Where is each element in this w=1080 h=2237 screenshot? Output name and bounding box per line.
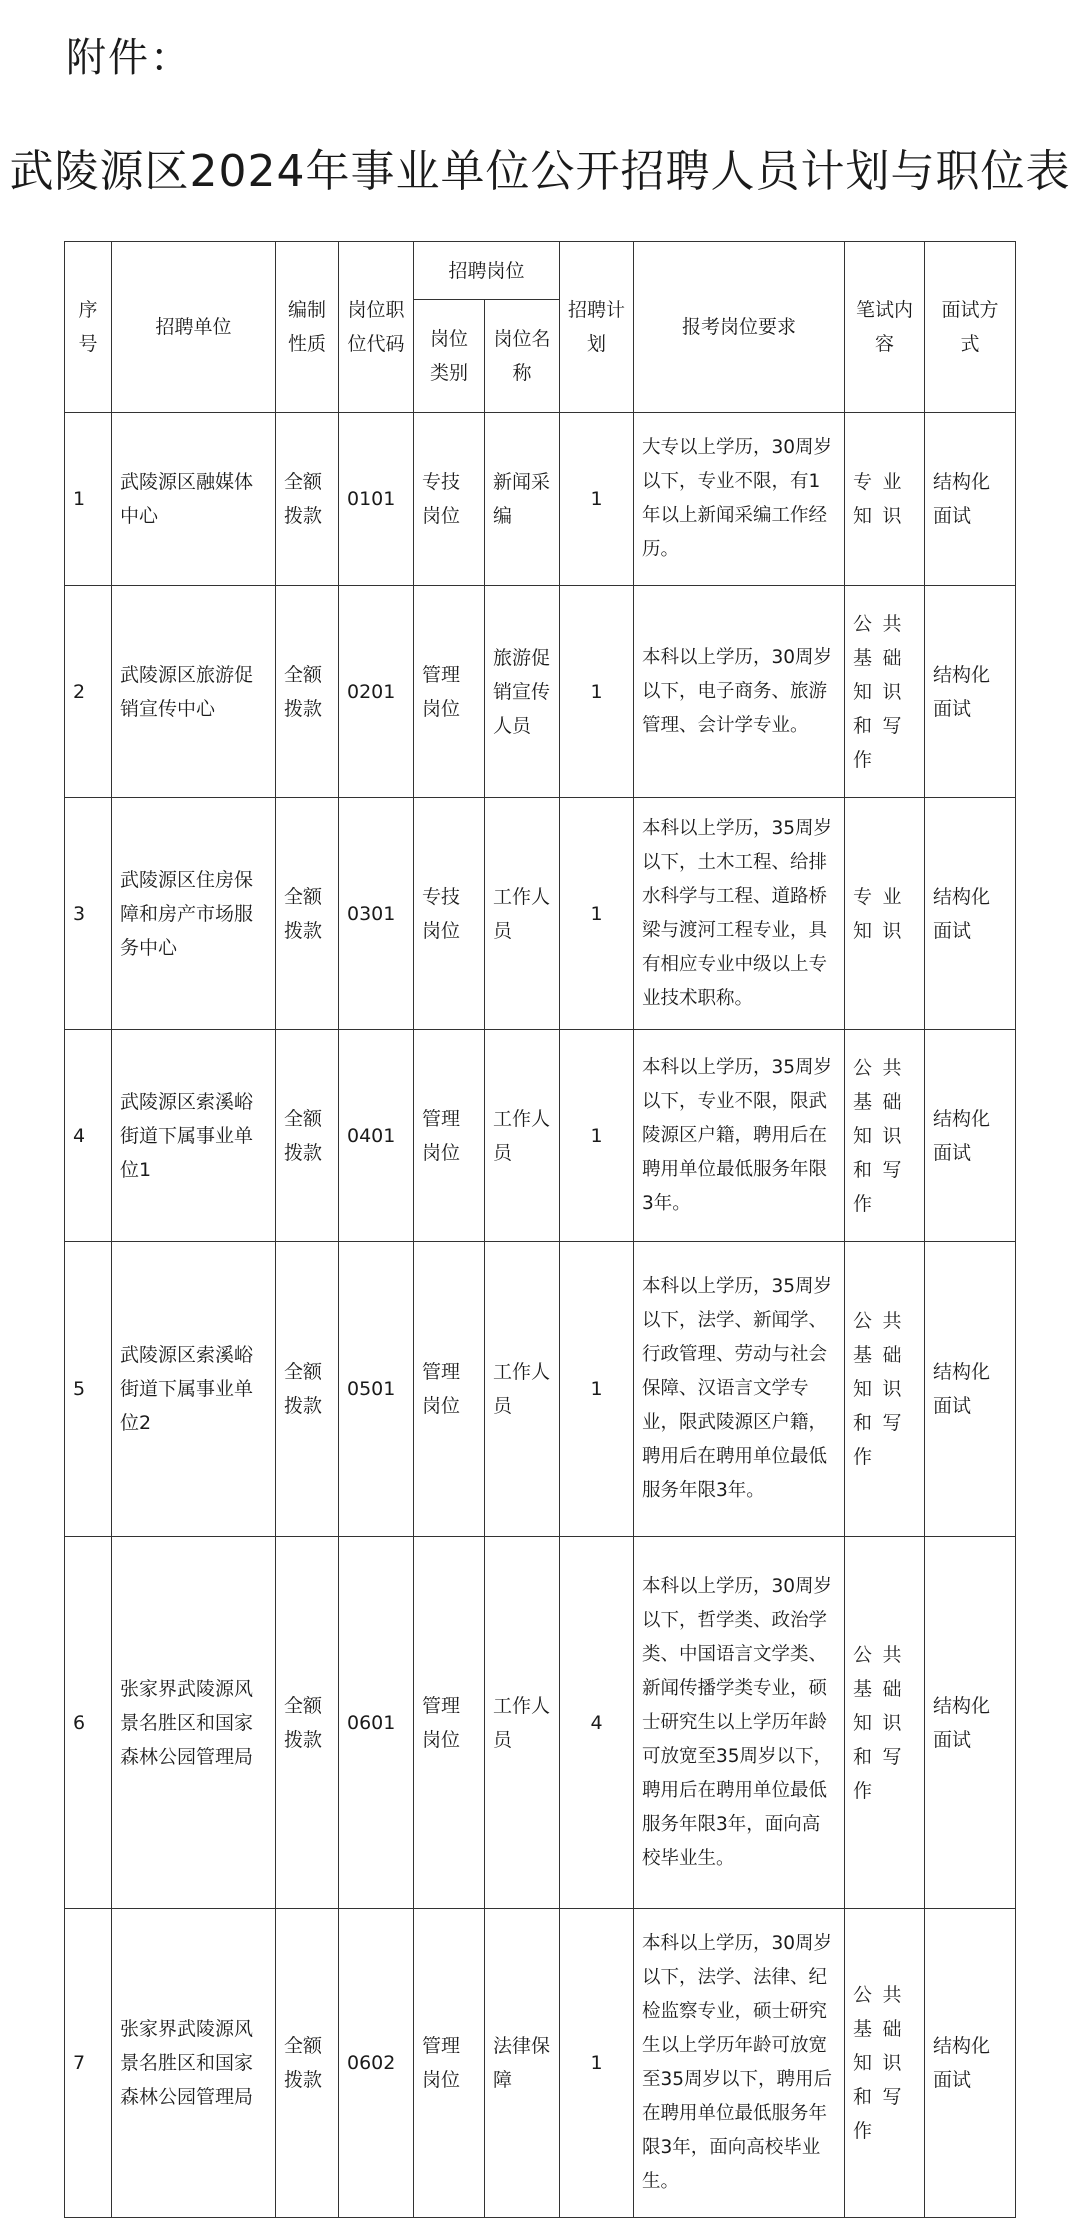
row-category: 管理岗位 xyxy=(414,1537,485,1909)
row-seq: 3 xyxy=(65,798,112,1030)
row-unit: 武陵源区住房保障和房产市场服务中心 xyxy=(112,798,276,1030)
row-seq: 2 xyxy=(65,586,112,798)
table-row xyxy=(65,1909,1016,2218)
row-written: 专业知识 xyxy=(845,413,925,586)
row-interview: 结构化面试 xyxy=(925,1909,1016,2218)
header-post-group: 招聘岗位 xyxy=(414,242,560,300)
row-code: 0401 xyxy=(339,1030,414,1242)
row-requirements: 本科以上学历，30周岁以下，哲学类、政治学类、中国语言文学类、新闻传播学类专业，硕士研究生以上学历年龄可放宽至35周岁以下，聘用后在聘用单位最低服务年限3年，面向高校毕业生。 xyxy=(634,1537,845,1909)
row-interview: 结构化面试 xyxy=(925,1537,1016,1909)
row-plan: 1 xyxy=(560,586,634,798)
table-row xyxy=(65,1030,1016,1242)
row-plan: 4 xyxy=(560,1537,634,1909)
header-requirements: 报考岗位要求 xyxy=(634,242,845,413)
row-written: 公共基础知识和写作 xyxy=(845,1909,925,2218)
row-post-name: 工作人员 xyxy=(485,1030,560,1242)
row-funding: 全额拨款 xyxy=(276,1909,339,2218)
row-requirements: 大专以上学历，30周岁以下，专业不限，有1年以上新闻采编工作经历。 xyxy=(634,413,845,586)
row-plan: 1 xyxy=(560,413,634,586)
row-funding: 全额拨款 xyxy=(276,798,339,1030)
table-row xyxy=(65,1242,1016,1537)
row-category: 管理岗位 xyxy=(414,1242,485,1537)
row-funding: 全额拨款 xyxy=(276,1537,339,1909)
row-code: 0101 xyxy=(339,413,414,586)
attachment-label: 附件： xyxy=(66,35,192,81)
header-code: 岗位职位代码 xyxy=(339,242,414,413)
row-code: 0301 xyxy=(339,798,414,1030)
row-written: 专业知识 xyxy=(845,798,925,1030)
row-code: 0602 xyxy=(339,1909,414,2218)
row-interview: 结构化面试 xyxy=(925,586,1016,798)
row-category: 管理岗位 xyxy=(414,1030,485,1242)
row-seq: 4 xyxy=(65,1030,112,1242)
row-seq: 5 xyxy=(65,1242,112,1537)
row-plan: 1 xyxy=(560,1030,634,1242)
row-unit: 武陵源区旅游促销宣传中心 xyxy=(112,586,276,798)
header-name: 岗位名称 xyxy=(485,300,560,413)
row-requirements: 本科以上学历，35周岁以下，法学、新闻学、行政管理、劳动与社会保障、汉语言文学专业，限武陵源区户籍，聘用后在聘用单位最低服务年限3年。 xyxy=(634,1242,845,1537)
row-plan: 1 xyxy=(560,1909,634,2218)
row-requirements: 本科以上学历，35周岁以下，土木工程、给排水科学与工程、道路桥梁与渡河工程专业，具有相应专业中级以上专业技术职称。 xyxy=(634,798,845,1030)
row-unit: 武陵源区融媒体中心 xyxy=(112,413,276,586)
row-post-name: 工作人员 xyxy=(485,798,560,1030)
row-requirements: 本科以上学历，30周岁以下，法学、法律、纪检监察专业，硕士研究生以上学历年龄可放宽至35周岁以下，聘用后在聘用单位最低服务年限3年，面向高校毕业生。 xyxy=(634,1909,845,2218)
row-interview: 结构化面试 xyxy=(925,1030,1016,1242)
table-row xyxy=(65,798,1016,1030)
header-written: 笔试内容 xyxy=(845,242,925,413)
row-unit: 张家界武陵源风景名胜区和国家森林公园管理局 xyxy=(112,1909,276,2218)
table-row xyxy=(65,1537,1016,1909)
header-plan: 招聘计划 xyxy=(560,242,634,413)
row-requirements: 本科以上学历，35周岁以下，专业不限，限武陵源区户籍，聘用后在聘用单位最低服务年限3年。 xyxy=(634,1030,845,1242)
row-category: 管理岗位 xyxy=(414,586,485,798)
row-written: 公共基础知识和写作 xyxy=(845,1537,925,1909)
row-category: 专技岗位 xyxy=(414,798,485,1030)
row-code: 0201 xyxy=(339,586,414,798)
header-seq: 序号 xyxy=(65,242,112,413)
row-unit: 武陵源区索溪峪街道下属事业单位2 xyxy=(112,1242,276,1537)
row-funding: 全额拨款 xyxy=(276,1030,339,1242)
row-post-name: 法律保障 xyxy=(485,1909,560,2218)
row-funding: 全额拨款 xyxy=(276,413,339,586)
row-interview: 结构化面试 xyxy=(925,1242,1016,1537)
row-post-name: 旅游促销宣传人员 xyxy=(485,586,560,798)
row-code: 0601 xyxy=(339,1537,414,1909)
row-unit: 武陵源区索溪峪街道下属事业单位1 xyxy=(112,1030,276,1242)
row-funding: 全额拨款 xyxy=(276,586,339,798)
recruitment-table xyxy=(64,241,1016,2218)
row-written: 公共基础知识和写作 xyxy=(845,586,925,798)
header-category: 岗位类别 xyxy=(414,300,485,413)
document-title: 武陵源区2024年事业单位公开招聘人员计划与职位表 xyxy=(9,146,1071,197)
row-post-name: 工作人员 xyxy=(485,1242,560,1537)
row-seq: 1 xyxy=(65,413,112,586)
row-category: 专技岗位 xyxy=(414,413,485,586)
row-seq: 7 xyxy=(65,1909,112,2218)
row-code: 0501 xyxy=(339,1242,414,1537)
row-plan: 1 xyxy=(560,1242,634,1537)
row-category: 管理岗位 xyxy=(414,1909,485,2218)
row-post-name: 工作人员 xyxy=(485,1537,560,1909)
row-written: 公共基础知识和写作 xyxy=(845,1242,925,1537)
row-plan: 1 xyxy=(560,798,634,1030)
row-unit: 张家界武陵源风景名胜区和国家森林公园管理局 xyxy=(112,1537,276,1909)
table-row xyxy=(65,586,1016,798)
row-post-name: 新闻采编 xyxy=(485,413,560,586)
row-interview: 结构化面试 xyxy=(925,798,1016,1030)
row-interview: 结构化面试 xyxy=(925,413,1016,586)
row-funding: 全额拨款 xyxy=(276,1242,339,1537)
row-seq: 6 xyxy=(65,1537,112,1909)
header-unit: 招聘单位 xyxy=(112,242,276,413)
row-written: 公共基础知识和写作 xyxy=(845,1030,925,1242)
table-row xyxy=(65,413,1016,586)
header-interview: 面试方式 xyxy=(925,242,1016,413)
row-requirements: 本科以上学历，30周岁以下，电子商务、旅游管理、会计学专业。 xyxy=(634,586,845,798)
header-funding: 编制性质 xyxy=(276,242,339,413)
